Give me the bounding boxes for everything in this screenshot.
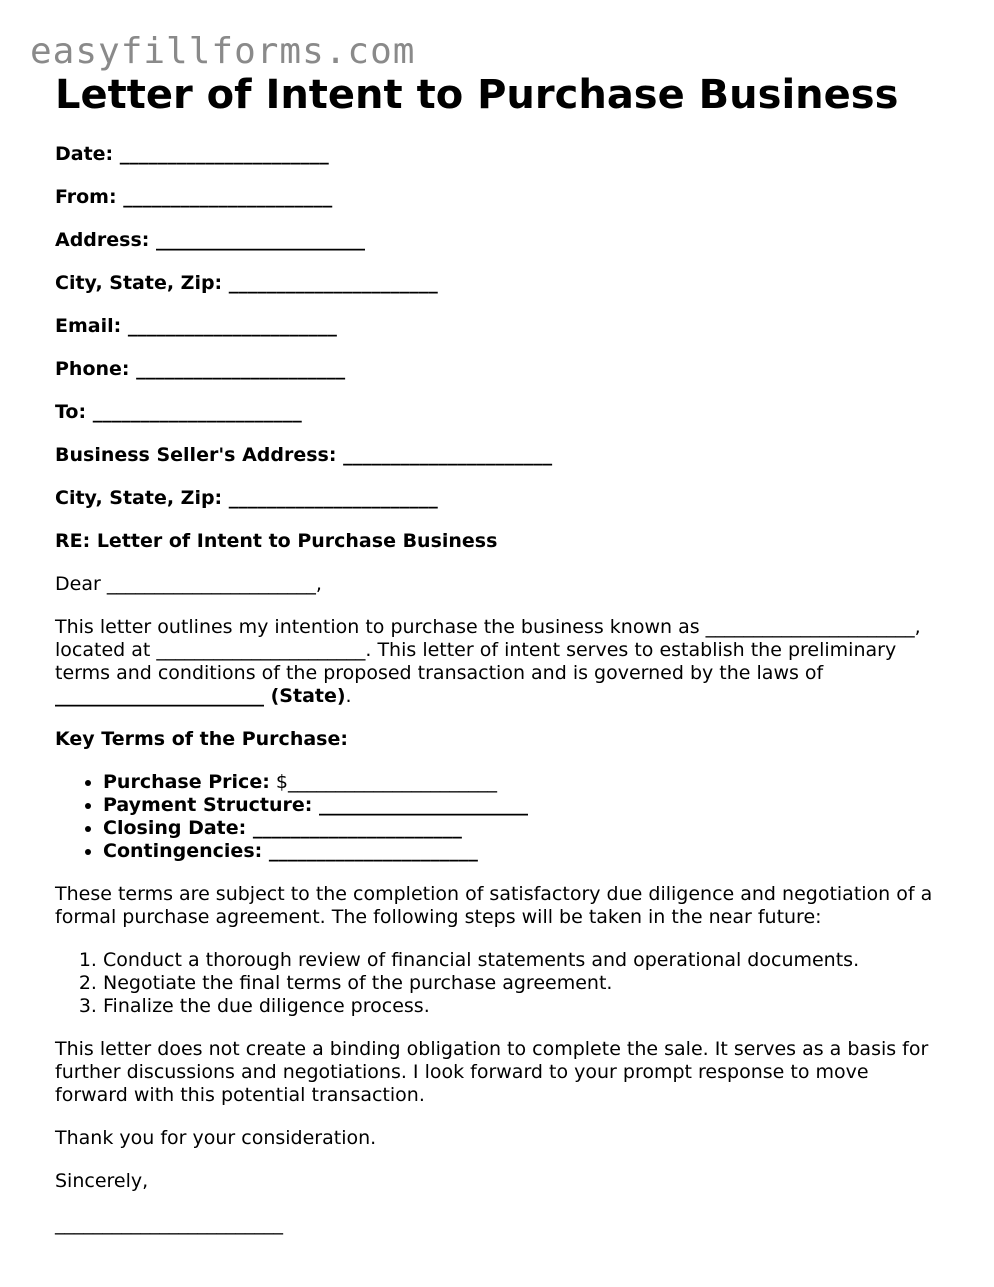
- intro-text: , located at: [55, 616, 921, 661]
- step-item: 3. Finalize the due diligence process.: [103, 995, 945, 1018]
- salutation-prefix: Dear: [55, 573, 107, 595]
- field-label: Date:: [55, 143, 114, 165]
- city-state-zip-field[interactable]: [55, 272, 945, 295]
- step-item: 1. Conduct a thorough review of financial statements and operational documents.: [103, 949, 945, 972]
- field-label: Business Seller's Address:: [55, 444, 337, 466]
- intro-text: This letter outlines my intention to purchase the business known as: [55, 616, 706, 638]
- key-term-value[interactable]: ______________________: [262, 840, 478, 862]
- key-term-value[interactable]: $______________________: [269, 771, 497, 793]
- key-term-value[interactable]: ______________________: [246, 817, 462, 839]
- field-blank[interactable]: ______________________: [228, 487, 438, 509]
- to-field[interactable]: [55, 401, 945, 424]
- field-label: To:: [55, 401, 87, 423]
- state-blank[interactable]: ______________________: [55, 685, 264, 707]
- field-blank[interactable]: ______________________: [123, 186, 333, 208]
- field-label: City, State, Zip:: [55, 487, 223, 509]
- phone-field[interactable]: [55, 358, 945, 381]
- salutation: [55, 573, 945, 596]
- key-term-contingencies[interactable]: [103, 840, 945, 863]
- thanks-line: Thank you for your consideration.: [55, 1127, 377, 1149]
- seller-city-state-zip-field[interactable]: [55, 487, 945, 510]
- field-label: From:: [55, 186, 117, 208]
- key-term-closing-date[interactable]: [103, 817, 945, 840]
- field-blank[interactable]: ______________________: [127, 315, 337, 337]
- salutation-suffix: ,: [315, 573, 322, 595]
- key-term-payment-structure[interactable]: [103, 794, 945, 817]
- key-term-label: Closing Date:: [103, 817, 247, 839]
- field-label: Address:: [55, 229, 150, 251]
- field-blank[interactable]: ______________________: [343, 444, 553, 466]
- field-label: City, State, Zip:: [55, 272, 223, 294]
- salutation-blank[interactable]: ______________________: [106, 573, 316, 595]
- key-term-purchase-price[interactable]: [103, 771, 945, 794]
- seller-address-field[interactable]: [55, 444, 945, 467]
- field-blank[interactable]: ______________________: [136, 358, 346, 380]
- step-item: 2. Negotiate the final terms of the purchase agreement.: [103, 972, 945, 995]
- sign-off: Sincerely,: [55, 1170, 149, 1192]
- field-blank[interactable]: ______________________: [92, 401, 302, 423]
- address-field[interactable]: [55, 229, 945, 252]
- terms-paragraph: These terms are subject to the completion of satisfactory due diligence and negotiation of a formal purchase agreement. The following steps will be taken in the near future:: [55, 883, 933, 928]
- field-blank[interactable]: ______________________: [156, 229, 366, 251]
- intro-paragraph: [55, 616, 945, 708]
- signature-line[interactable]: ________________________: [55, 1213, 283, 1235]
- steps-list: [55, 949, 945, 1018]
- field-label: Phone:: [55, 358, 130, 380]
- letter-body: [55, 143, 945, 1256]
- key-term-label: Purchase Price:: [103, 771, 270, 793]
- date-field[interactable]: [55, 143, 945, 166]
- re-line: RE: Letter of Intent to Purchase Business: [55, 530, 498, 552]
- key-terms-heading: Key Terms of the Purchase:: [55, 728, 348, 750]
- field-blank[interactable]: ______________________: [119, 143, 329, 165]
- from-field[interactable]: [55, 186, 945, 209]
- document-title: Letter of Intent to Purchase Business: [55, 72, 899, 118]
- intro-text: . This letter of intent serves to establish the preliminary terms and conditions of the proposed transaction and is governed by the laws of: [55, 639, 897, 684]
- business-name-blank[interactable]: ______________________: [705, 616, 915, 638]
- key-term-label: Contingencies:: [103, 840, 263, 862]
- email-field[interactable]: [55, 315, 945, 338]
- closing-paragraph: This letter does not create a binding obligation to complete the sale. It serves as a basis for further discussions and negotiations. I look forward to your prompt response to move forward with this potential transaction.: [55, 1038, 929, 1106]
- field-label: Email:: [55, 315, 122, 337]
- business-location-blank[interactable]: ______________________: [156, 639, 366, 661]
- key-term-label: Payment Structure:: [103, 794, 313, 816]
- watermark: easyfillforms.com: [30, 31, 416, 72]
- key-term-value[interactable]: ______________________: [312, 794, 528, 816]
- key-terms-list: [55, 771, 945, 863]
- state-label: (State): [264, 685, 346, 707]
- field-blank[interactable]: ______________________: [228, 272, 438, 294]
- intro-text: .: [345, 685, 352, 707]
